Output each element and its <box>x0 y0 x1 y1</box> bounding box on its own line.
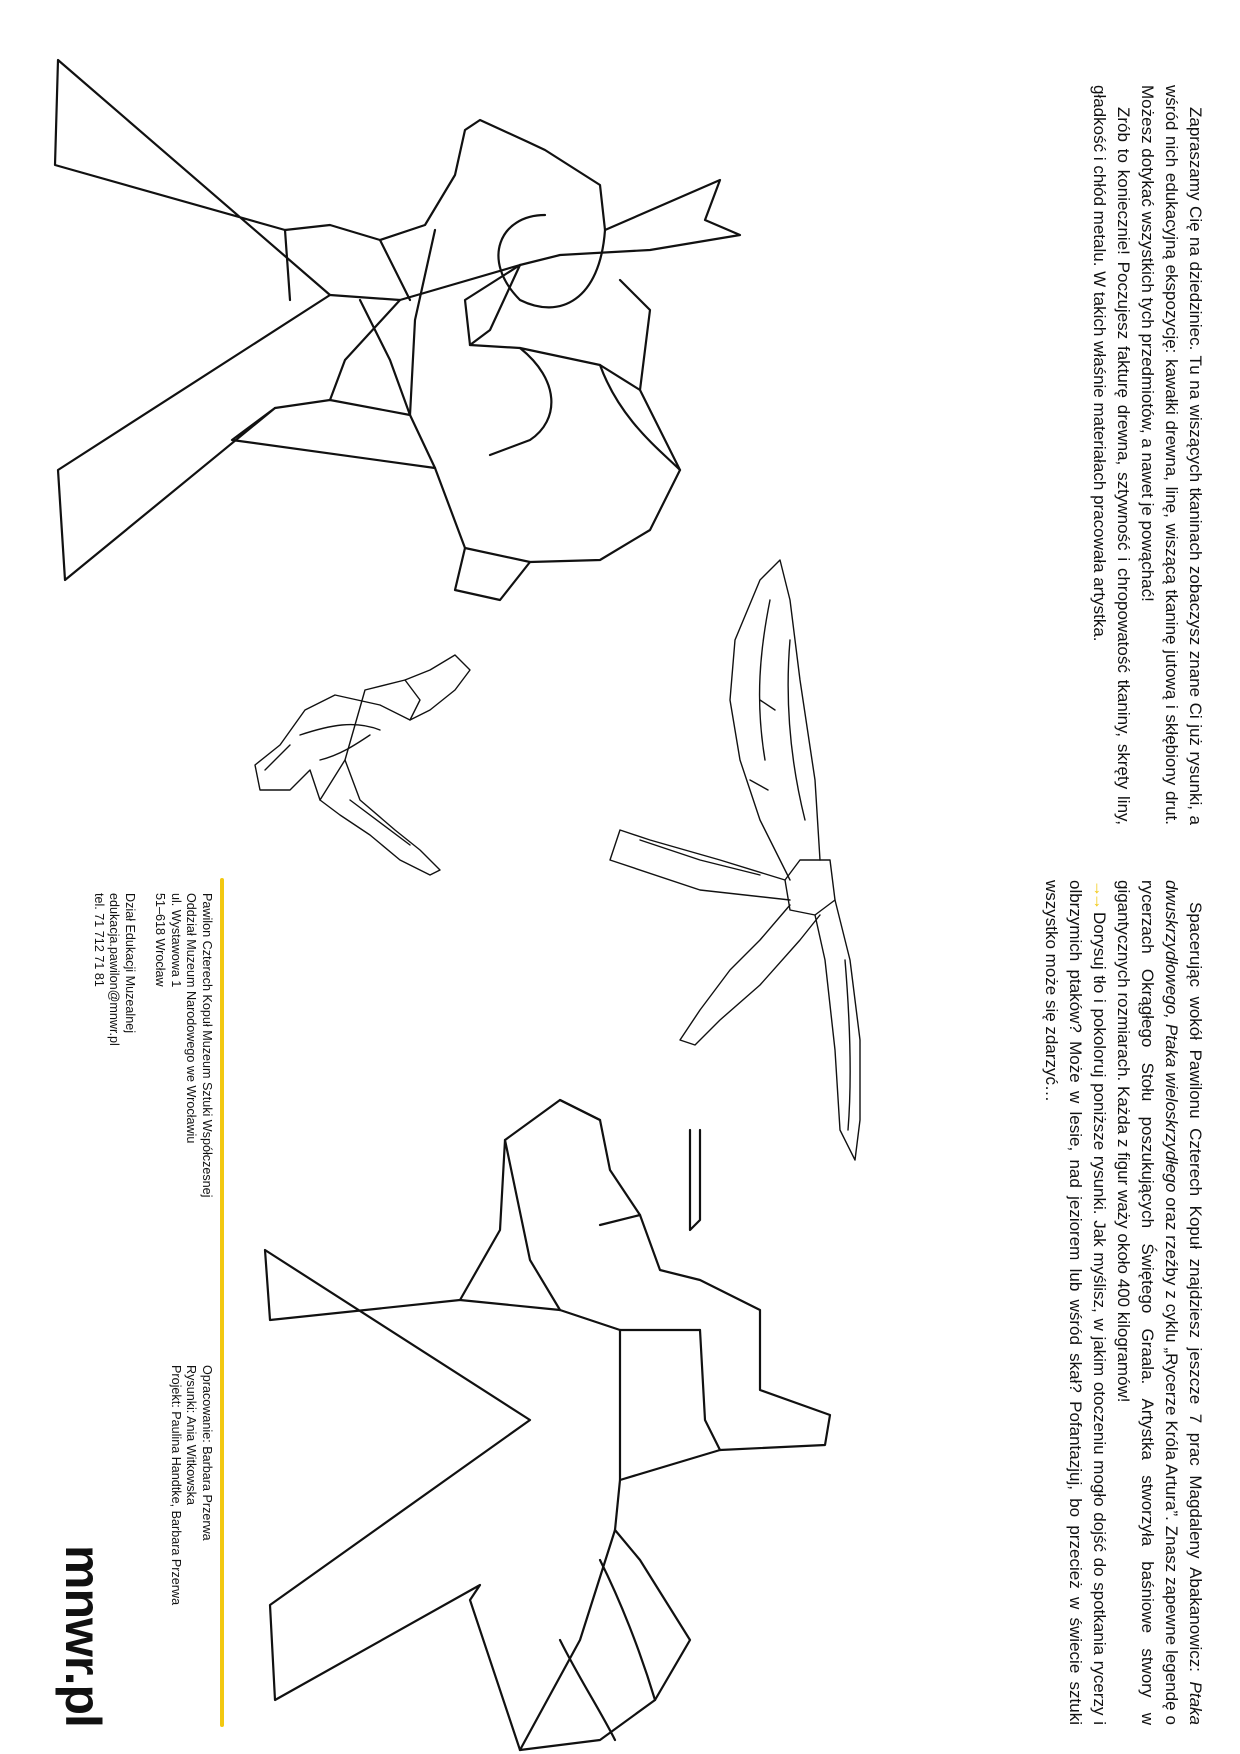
contact-line: ul. Wystawowa 1 <box>169 893 183 988</box>
email-link[interactable]: edukacja.pawilon@mnwr.pl <box>107 893 122 1046</box>
intro-paragraph-1: Zapraszamy Cię na dziedziniec. Tu na wiszących tkaninach zobaczysz znane Ci już rysunki, a wśród nich edukacyjną ekspozycję: kawałki drewna, linę, wiszącą tkaninę jutową i skłębiony drut. Możesz dotykać wszystkich tych przedmiotów, a nawet je powąchać! <box>1138 85 1205 825</box>
department-line: Dział Edukacji Muzealnej <box>123 893 137 1033</box>
intro-paragraph-2: Zrób to koniecznie! Poczujesz fakturę drewna, sztywność i chropowatość tkaniny, skręty liny, gładkość i chłód metalu. W takich właśnie materiałach pracowała artystka. <box>1090 85 1133 825</box>
contact-line: Oddział Muzeum Narodowego we Wrocławiu <box>184 893 199 1144</box>
mnwr-logo[interactable]: mnwr.pl <box>55 1545 111 1727</box>
double-arrow-icon: →→ <box>1090 880 1109 906</box>
credits-block <box>168 1365 215 1695</box>
walk-paragraph-2: →→Dorysuj tło i pokoloruj poniższe rysunki. Jak myślisz, w jakim otoczeniu mogło dojść do spotkania rycerzy i olbrzymich ptaków? Może w lesie, nad jeziorem lub wśród skał? Pofantazjuj, bo przecież w świecie sztuki wszystko może się zdarzyć… <box>1042 880 1109 1725</box>
walk-paragraph-1: Spacerując wokół Pawilonu Czterech Kopuł znajdziesz jeszcze 7 prac Magdaleny Abakanowicz: Ptaka dwuskrzydłowego, Ptaka wieloskrzydłego oraz rzeźby z cyklu „Rycerze Króla Artura”. Znasz zapewne legendę o rycerzach Okrągłego Stołu poszukujących Świętego Graala. Artystka stworzyła baśniowe stwory w gigantycznych rozmiarach. Każda z figur waży około 400 kilogramów! <box>1114 880 1205 1725</box>
knight-sculpture-drawing-top <box>55 60 740 600</box>
walk-text-block <box>1039 880 1207 1725</box>
knight-sculpture-drawing-bottom <box>265 1100 830 1750</box>
credit-line: Opracowanie: Barbara Przerwa <box>200 1365 214 1541</box>
contact-line: 51–618 Wrocław <box>153 893 168 987</box>
contact-line: Pawilon Czterech Kopuł Muzeum Sztuki Współczesnej <box>200 893 214 1198</box>
two-winged-bird-drawing <box>255 655 470 875</box>
credit-line: Projekt: Paulina Handtke, Barbara Przerwa <box>169 1365 183 1606</box>
credit-line: Rysunki: Ania Witkowska <box>184 1365 199 1505</box>
multi-winged-bird-drawing <box>610 560 860 1160</box>
contact-block <box>91 893 215 1313</box>
intro-text-block <box>1087 85 1207 825</box>
phone-line: tel. 71 712 71 81 <box>92 893 106 987</box>
